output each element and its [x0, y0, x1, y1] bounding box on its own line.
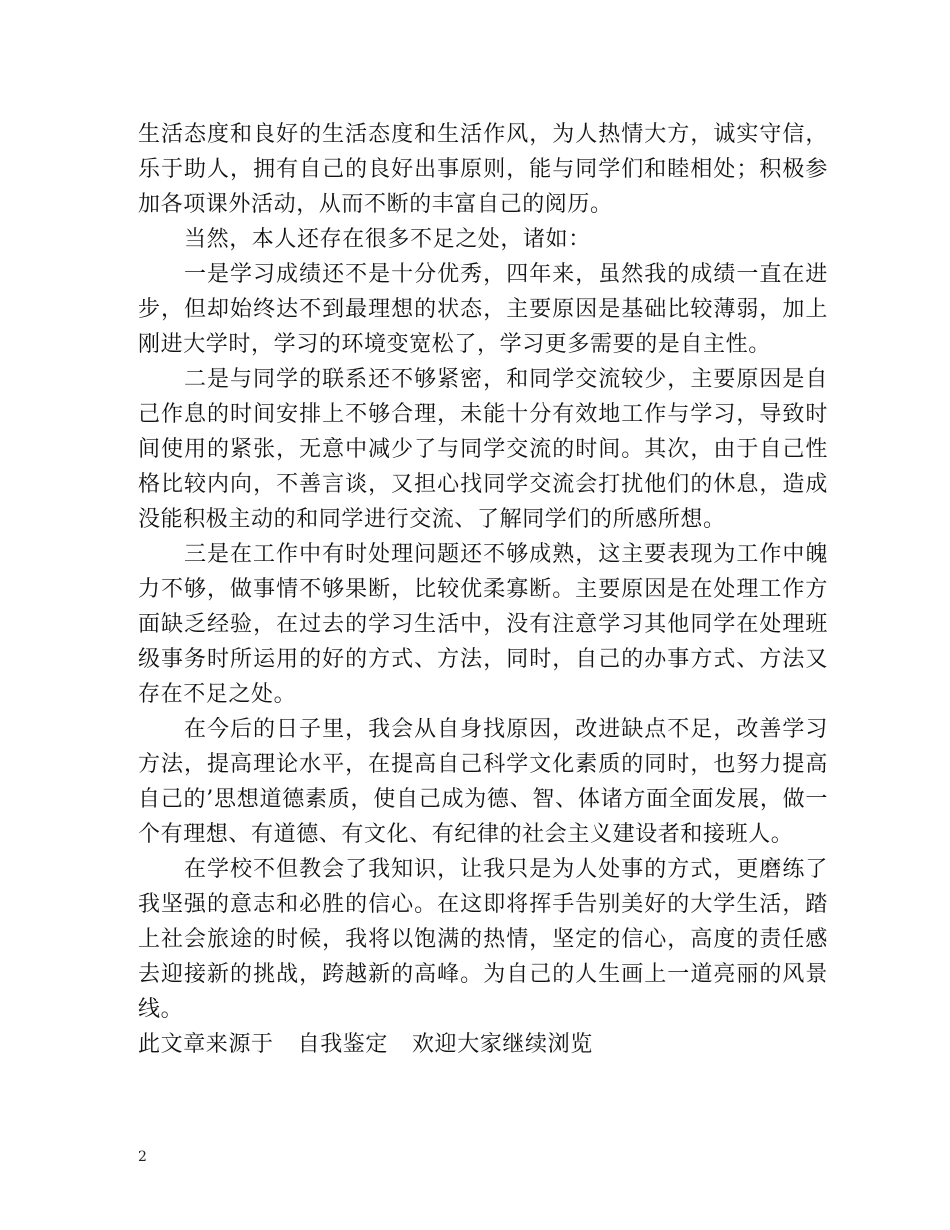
paragraph-shortcoming-study: 一是学习成绩还不是十分优秀，四年来，虽然我的成绩一直在进步，但却始终达不到最理想的状态，主要原因是基础比较薄弱，加上刚进大学时，学习的环境变宽松了，学习更多需要的是自主性。: [138, 262, 828, 357]
paragraph-shortcoming-work: 三是在工作中有时处理问题还不够成熟，这主要表现为工作中魄力不够，做事情不够果断，比较优柔寡断。主要原因是在处理工作方面缺乏经验，在过去的学习生活中，没有注意学习其他同学在处理班级事务时所运用的好的方式、方法，同时，自己的办事方式、方法又存在不足之处。: [138, 542, 828, 707]
paragraph-conclusion: 在学校不但教会了我知识，让我只是为人处事的方式，更磨练了我坚强的意志和必胜的信心。在这即将挥手告别美好的大学生活，踏上社会旅途的时候，我将以饱满的热情，坚定的信心，高度的责任感去迎接新的挑战，跨越新的高峰。为自己的人生画上一道亮丽的风景线。: [138, 857, 828, 1022]
document-body: [138, 117, 828, 1062]
paragraph-future-plan: 在今后的日子里，我会从自身找原因，改进缺点不足，改善学习方法，提高理论水平，在提高自己科学文化素质的同时，也努力提高自己的’思想道德素质，使自己成为德、智、体诸方面全面发展，做一个有理想、有道德、有文化、有纪律的社会主义建设者和接班人。: [138, 717, 828, 847]
paragraph-continuation: 生活态度和良好的生活态度和生活作风，为人热情大方，诚实守信，乐于助人，拥有自己的良好出事原则，能与同学们和睦相处；积极参加各项课外活动，从而不断的丰富自己的阅历。: [138, 122, 828, 217]
source-link[interactable]: 自我鉴定: [297, 1032, 389, 1057]
source-suffix: 欢迎大家继续浏览: [412, 1032, 593, 1057]
source-prefix: 此文章来源于: [138, 1032, 274, 1057]
paragraph-shortcomings-intro: 当然，本人还存在很多不足之处，诸如：: [184, 227, 591, 252]
paragraph-shortcoming-communication: 二是与同学的联系还不够紧密，和同学交流较少，主要原因是自己作息的时间安排上不够合理，未能十分有效地工作与学习，导致时间使用的紧张，无意中减少了与同学交流的时间。其次，由于自己性格比较内向，不善言谈，又担心找同学交流会打扰他们的休息，造成没能积极主动的和同学进行交流、了解同学们的所感所想。: [138, 367, 828, 532]
page-number: 2: [138, 1149, 147, 1165]
source-line: [138, 1027, 828, 1062]
